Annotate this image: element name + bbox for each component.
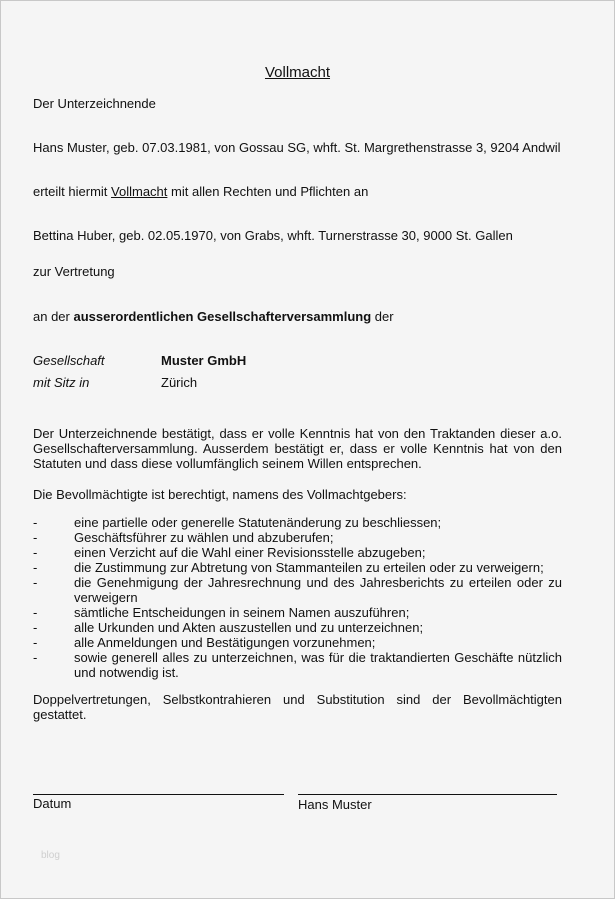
company-value: Muster GmbH	[161, 353, 247, 368]
list-item	[33, 515, 562, 530]
representation-text: zur Vertretung	[33, 264, 115, 279]
list-item-text: alle Urkunden und Akten auszustellen und zu unterzeichnen;	[74, 620, 424, 635]
list-item	[33, 605, 562, 620]
list-item-text: die Genehmigung der Jahresrechnung und des Jahresberichts zu erteilen oder zu verweigern	[74, 575, 562, 605]
name-signature-line	[298, 794, 557, 795]
company-label: Gesellschaft	[33, 353, 105, 368]
date-label: Datum	[33, 796, 72, 811]
list-item-text: die Zustimmung zur Abtretung von Stammanteilen zu erteilen oder zu verweigern;	[74, 560, 544, 575]
list-item	[33, 545, 562, 560]
list-item	[33, 560, 562, 575]
list-item	[33, 650, 562, 680]
list-item-text: sowie generell alles zu unterzeichnen, was für die traktandierten Geschäfte nützlich und notwendig ist.	[74, 650, 562, 680]
agent-text: Bettina Huber, geb. 02.05.1970, von Grabs, whft. Turnerstrasse 30, 9000 St. Gallen	[33, 228, 513, 243]
dash: -	[33, 575, 38, 590]
seat-value: Zürich	[161, 375, 198, 390]
list-item-text: alle Anmeldungen und Bestätigungen vorzunehmen;	[74, 635, 376, 650]
list-item	[33, 620, 562, 635]
authorized-paragraph: Die Bevollmächtigte ist berechtigt, namens des Vollmachtgebers:	[33, 487, 407, 502]
meeting-pre: an der	[33, 309, 74, 324]
grant-text	[33, 184, 368, 199]
seat-label: mit Sitz in	[33, 375, 90, 390]
list-item	[33, 635, 562, 650]
authority-list	[33, 515, 562, 680]
grant-post: mit allen Rechten und Pflichten an	[167, 184, 369, 199]
dash: -	[33, 515, 38, 530]
closing-paragraph: Doppelvertretungen, Selbstkontrahieren und Substitution sind der Bevollmächtigten gestattet.	[33, 692, 562, 722]
dash: -	[33, 650, 38, 665]
list-item	[33, 530, 562, 545]
list-item	[33, 575, 562, 605]
meeting-post: der	[371, 309, 394, 324]
dash: -	[33, 620, 38, 635]
list-item-text: sämtliche Entscheidungen in seinem Namen auszuführen;	[74, 605, 410, 620]
watermark: blog	[41, 850, 60, 861]
meeting-text	[33, 309, 394, 324]
dash: -	[33, 530, 38, 545]
list-item-text: eine partielle oder generelle Statutenänderung zu beschliessen;	[74, 515, 442, 530]
list-item-text: einen Verzicht auf die Wahl einer Revisionsstelle abzugeben;	[74, 545, 426, 560]
meeting-bold: ausserordentlichen Gesellschafterversammlung	[73, 309, 372, 324]
list-item-text: Geschäftsführer zu wählen und abzuberufen;	[74, 530, 334, 545]
dash: -	[33, 545, 38, 560]
dash: -	[33, 560, 38, 575]
principal-text: Hans Muster, geb. 07.03.1981, von Gossau SG, whft. St. Margrethenstrasse 3, 9204 Andwil	[33, 140, 561, 155]
confirmation-paragraph: Der Unterzeichnende bestätigt, dass er volle Kenntnis hat von den Traktanden dieser a.o. Gesellschafterversammlung. Ausserdem bestätigt er, dass er volle Kenntnis hat von den Statuten und dass diese vollumfänglich seinem Willen entsprechen.	[33, 426, 562, 471]
intro-text: Der Unterzeichnende	[33, 96, 156, 111]
document-title: Vollmacht	[264, 64, 331, 81]
grant-pre: erteilt hiermit	[33, 184, 112, 199]
signer-name-label: Hans Muster	[298, 797, 372, 812]
dash: -	[33, 635, 38, 650]
date-signature-line	[33, 794, 284, 795]
dash: -	[33, 605, 38, 620]
grant-word: Vollmacht	[111, 184, 168, 199]
